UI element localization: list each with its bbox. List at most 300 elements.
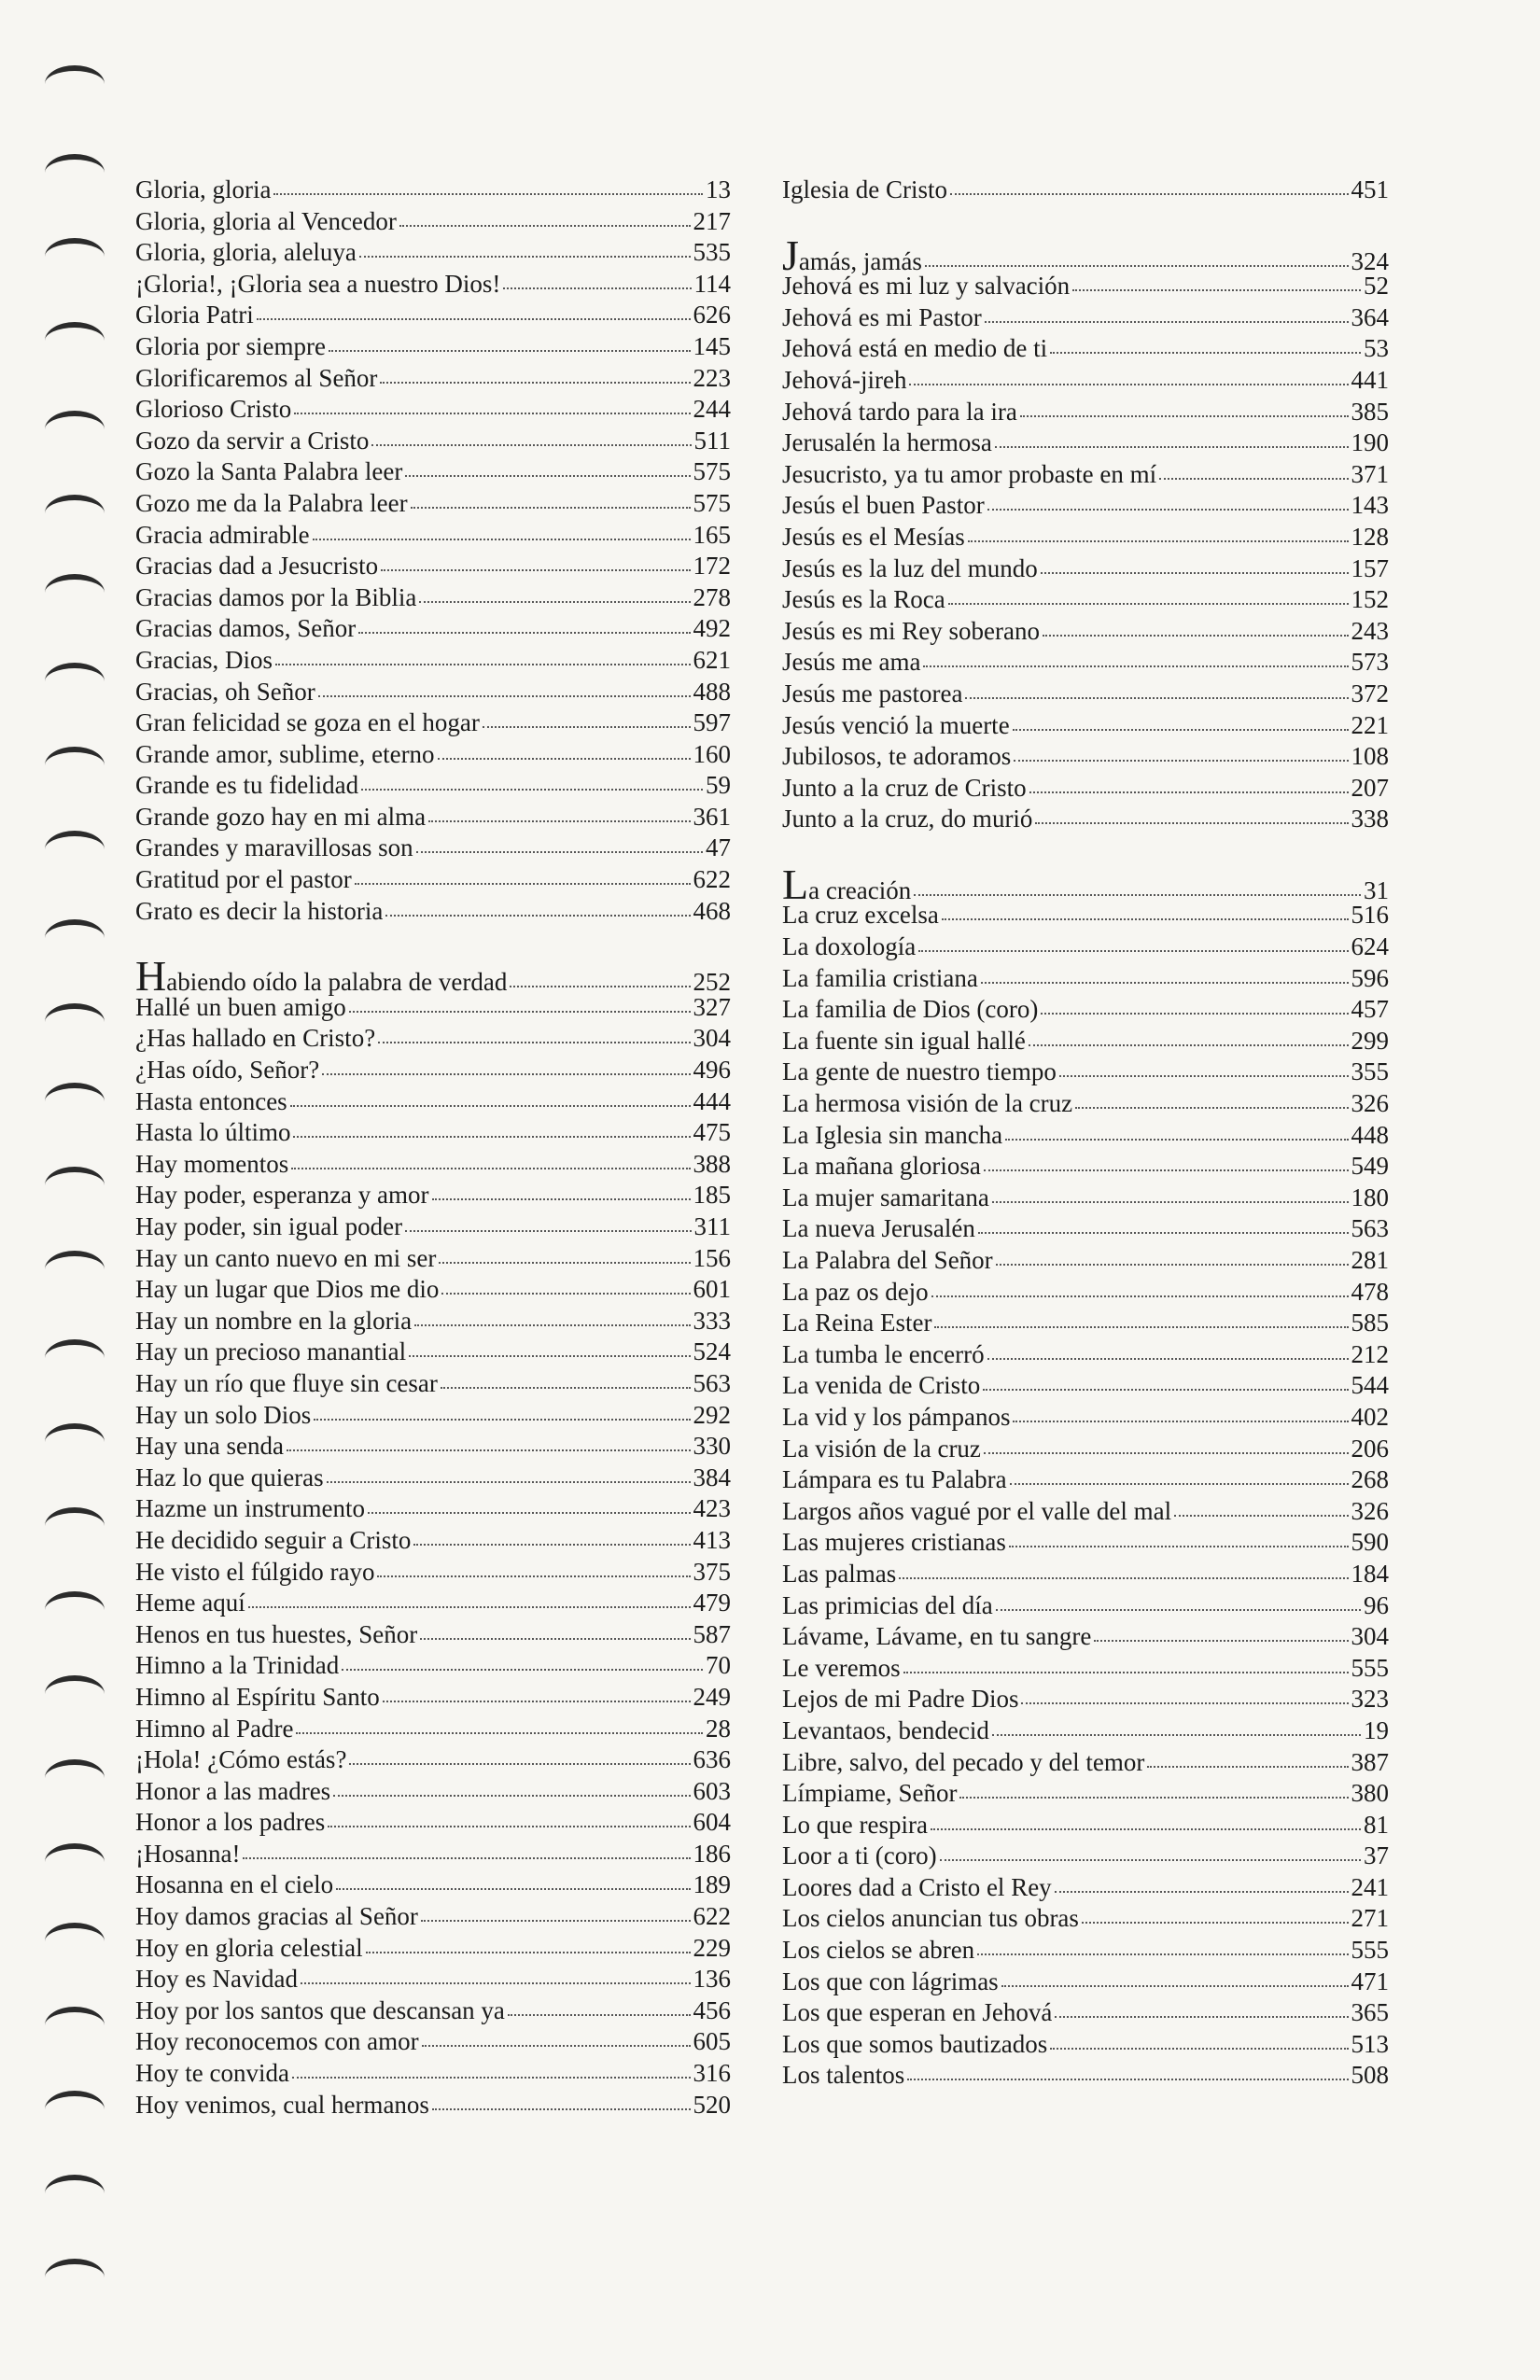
hymn-number: 53 — [1364, 334, 1389, 363]
hymn-number: 271 — [1351, 1904, 1389, 1933]
index-entry — [782, 1559, 1389, 1590]
hymn-number: 278 — [693, 582, 731, 611]
index-entry — [782, 1747, 1389, 1779]
index-entry — [782, 1841, 1389, 1872]
hymn-title: Lámpara es tu Palabra — [782, 1465, 1007, 1494]
hymn-title: Lejos de mi Padre Dios — [782, 1685, 1019, 1714]
index-entry — [135, 237, 731, 269]
binder-hole — [45, 1759, 105, 1797]
hymn-title: Hay un nombre en la gloria — [135, 1306, 413, 1335]
hymn-title: Gracias damos, Señor — [135, 614, 357, 643]
hymn-number: 544 — [1351, 1371, 1389, 1400]
hymn-number: 244 — [693, 395, 731, 424]
hymn-number: 249 — [693, 1682, 731, 1711]
hymn-title: Gracias, oh Señor — [135, 677, 315, 706]
index-entry — [782, 900, 1389, 931]
dot-leader — [314, 1418, 690, 1421]
index-entry — [782, 773, 1389, 805]
index-entry — [782, 1120, 1389, 1152]
index-entry — [782, 1026, 1389, 1057]
hymn-number: 136 — [693, 1965, 731, 1994]
binder-hole — [45, 2091, 105, 2128]
dot-leader — [368, 1511, 691, 1514]
hymn-number: 223 — [693, 363, 731, 392]
index-entry — [782, 1057, 1389, 1088]
dot-leader — [438, 757, 691, 760]
hymn-title: Gracias damos por la Biblia — [135, 582, 417, 611]
dot-leader — [981, 981, 1349, 984]
index-entry — [135, 1211, 731, 1243]
dot-leader — [1010, 1482, 1349, 1485]
binder-hole — [45, 154, 105, 191]
hymn-title: La Iglesia sin mancha — [782, 1120, 1003, 1149]
hymn-number: 37 — [1364, 1841, 1389, 1870]
hymn-number: 622 — [693, 865, 731, 894]
index-entry — [135, 739, 731, 771]
hymn-title: Jesús venció la muerte — [782, 710, 1010, 739]
hymn-title: Jehová-jireh — [782, 365, 907, 394]
hymn-number: 549 — [1351, 1152, 1389, 1181]
index-entry — [135, 2090, 731, 2121]
hymn-number: 365 — [1351, 1998, 1389, 2027]
binder-hole — [45, 2007, 105, 2044]
index-entry — [782, 616, 1389, 648]
hymn-number: 19 — [1364, 1715, 1389, 1744]
dot-leader — [342, 1668, 703, 1671]
hymn-title: La familia de Dios (coro) — [782, 995, 1039, 1024]
dot-leader — [422, 2044, 691, 2047]
hymn-title: Loor a ti (coro) — [782, 1841, 937, 1870]
binder-hole — [45, 238, 105, 275]
index-entry — [135, 1650, 731, 1682]
hymn-number: 52 — [1364, 272, 1389, 301]
hymn-title: Gracias, Dios — [135, 645, 273, 674]
hymn-number: 478 — [1351, 1277, 1389, 1306]
hymn-number: 563 — [693, 1368, 731, 1397]
index-entry — [782, 1434, 1389, 1465]
dot-leader — [1009, 1545, 1349, 1547]
hymn-number: 621 — [693, 645, 731, 674]
hymn-number: 371 — [1351, 459, 1389, 488]
hymn-title: Gran felicidad se goza en el hogar — [135, 708, 480, 737]
dot-leader — [959, 1796, 1348, 1799]
index-entry — [782, 1715, 1389, 1747]
dot-leader — [950, 192, 1349, 195]
index-entry — [135, 677, 731, 708]
index-entry — [782, 931, 1389, 963]
dot-leader — [399, 224, 691, 227]
hymn-title: Honor a los padres — [135, 1808, 326, 1837]
dot-leader — [942, 917, 1349, 920]
hymn-number: 587 — [693, 1619, 731, 1648]
index-entry — [782, 459, 1389, 491]
index-entry — [782, 2029, 1389, 2061]
hymn-title: La visión de la cruz — [782, 1434, 981, 1463]
hymn-title: Habiendo oído la palabra de verdad — [135, 952, 508, 1001]
dot-leader — [1059, 1074, 1349, 1077]
hymn-number: 180 — [1351, 1183, 1389, 1211]
index-entry — [782, 963, 1389, 995]
index-entry — [135, 1431, 731, 1463]
hymn-number: 28 — [706, 1714, 731, 1743]
dot-leader — [328, 1825, 690, 1827]
dot-leader — [1029, 1043, 1349, 1046]
index-entry — [782, 427, 1389, 459]
index-entry — [135, 456, 731, 488]
hymn-number: 513 — [1351, 2029, 1389, 2058]
index-entry — [782, 1402, 1389, 1434]
index-entry — [135, 269, 731, 301]
hymn-title: Jehová es mi Pastor — [782, 302, 982, 331]
index-entry — [135, 1839, 731, 1870]
dot-leader — [383, 1700, 691, 1702]
dot-leader — [992, 1200, 1349, 1203]
hymn-title: Hay poder, sin igual poder — [135, 1212, 403, 1240]
dot-leader — [984, 1451, 1349, 1454]
hymn-title: Lávame, Lávame, en tu sangre — [782, 1622, 1092, 1651]
dot-leader — [359, 255, 691, 258]
binder-hole — [45, 663, 105, 700]
index-entry — [135, 1869, 731, 1901]
hymn-number: 143 — [1351, 491, 1389, 520]
dot-leader — [983, 1388, 1348, 1391]
hymn-number: 492 — [693, 614, 731, 643]
hymn-number: 555 — [1351, 1936, 1389, 1965]
index-entry — [782, 1496, 1389, 1528]
hymn-number: 316 — [693, 2059, 731, 2088]
dot-leader — [1041, 1012, 1348, 1015]
hymn-title: Gozo da servir a Cristo — [135, 426, 370, 455]
binder-hole — [45, 1507, 105, 1545]
hymn-title: Hoy reconocemos con amor — [135, 2027, 419, 2056]
hymn-number: 413 — [693, 1525, 731, 1554]
dot-leader — [968, 539, 1349, 542]
dot-leader — [358, 631, 690, 634]
hymn-number: 372 — [1351, 679, 1389, 707]
hymn-number: 604 — [693, 1808, 731, 1837]
hymn-title: Las palmas — [782, 1559, 897, 1588]
binder-hole — [45, 495, 105, 532]
dot-leader — [931, 1827, 1361, 1830]
hymn-number: 281 — [1351, 1246, 1389, 1274]
hymn-number: 156 — [693, 1243, 731, 1272]
hymn-number: 323 — [1351, 1685, 1389, 1714]
index-section — [135, 175, 731, 927]
dot-leader — [1075, 1106, 1348, 1109]
index-entry — [782, 231, 1389, 279]
dot-leader — [419, 600, 690, 603]
hymn-number: 157 — [1351, 553, 1389, 582]
hymn-number: 172 — [693, 552, 731, 581]
hymn-number: 385 — [1351, 397, 1389, 426]
hymn-title: La doxología — [782, 932, 917, 961]
hymn-number: 563 — [1351, 1214, 1389, 1243]
hymn-title: La Reina Ester — [782, 1309, 932, 1337]
hymn-title: Loores dad a Cristo el Rey — [782, 1872, 1052, 1901]
hymn-number: 573 — [1351, 648, 1389, 677]
hymn-number: 212 — [1351, 1339, 1389, 1368]
index-entry — [135, 1744, 731, 1776]
dot-leader — [903, 1671, 1349, 1673]
hymn-number: 468 — [693, 896, 731, 925]
hymn-title: Las primicias del día — [782, 1590, 993, 1619]
hymn-title: La vid y los pámpanos — [782, 1402, 1011, 1431]
hymn-title: Hoy en gloria celestial — [135, 1933, 363, 1962]
hymn-title: Heme aquí — [135, 1589, 245, 1617]
hymn-number: 624 — [1351, 932, 1389, 961]
index-entry — [135, 2026, 731, 2058]
dot-leader — [292, 2076, 691, 2079]
index-entry — [782, 2060, 1389, 2092]
hymn-title: Hay un río que fluye sin cesar — [135, 1368, 438, 1397]
dot-leader — [421, 1919, 691, 1922]
index-entry — [782, 302, 1389, 334]
hymn-number: 423 — [693, 1494, 731, 1523]
hymn-title: La nueva Jerusalén — [782, 1214, 975, 1243]
hymn-title: Jesús es la luz del mundo — [782, 553, 1038, 582]
hymn-number: 338 — [1351, 805, 1389, 833]
binder-hole — [45, 747, 105, 784]
index-entry — [782, 1151, 1389, 1183]
index-entry — [782, 1339, 1389, 1371]
binder-hole — [45, 1675, 105, 1713]
hymn-title: Hasta lo último — [135, 1118, 291, 1147]
hymn-title: Grato es decir la historia — [135, 896, 384, 925]
index-entry — [135, 1933, 731, 1965]
index-section — [782, 231, 1389, 835]
hymn-number: 441 — [1351, 365, 1389, 394]
binder-hole — [45, 1167, 105, 1204]
hymn-title: Himno al Espíritu Santo — [135, 1682, 380, 1711]
dot-leader — [984, 1169, 1349, 1171]
dot-leader — [327, 1480, 691, 1483]
dot-leader — [1005, 1138, 1348, 1141]
hymn-title: Himno a la Trinidad — [135, 1651, 340, 1680]
binder-hole — [45, 411, 105, 448]
hymn-title: Jesús es mi Rey soberano — [782, 616, 1040, 645]
hymn-number: 128 — [1351, 522, 1389, 551]
hymn-title: He decidido seguir a Cristo — [135, 1525, 412, 1554]
dot-leader — [420, 1637, 690, 1640]
dot-leader — [931, 1295, 1349, 1297]
hymn-number: 520 — [693, 2090, 731, 2119]
dot-leader — [441, 1386, 691, 1389]
binder-hole — [45, 1251, 105, 1288]
hymn-title: La fuente sin igual hallé — [782, 1026, 1026, 1055]
dot-leader — [1094, 1639, 1348, 1642]
hymn-title: Jehová está en medio de ti — [782, 334, 1048, 363]
hymn-number: 145 — [693, 331, 731, 360]
hymn-number: 243 — [1351, 616, 1389, 645]
dot-leader — [301, 1981, 691, 1984]
dot-leader — [366, 1951, 691, 1953]
hymn-title: Jamás, jamás — [782, 231, 922, 279]
hymn-title: ¡Hosanna! — [135, 1839, 241, 1868]
hymn-number: 590 — [1351, 1528, 1389, 1557]
index-entry — [782, 397, 1389, 428]
hymn-number: 535 — [693, 238, 731, 267]
binder-hole — [45, 2259, 105, 2296]
hymn-number: 184 — [1351, 1559, 1389, 1588]
dot-leader — [275, 663, 691, 665]
dot-leader — [977, 1953, 1348, 1955]
dot-leader — [349, 1010, 691, 1013]
hymn-title: Hay un solo Dios — [135, 1400, 312, 1429]
index-section — [782, 860, 1389, 2092]
dot-leader — [290, 1104, 691, 1107]
hymn-number: 597 — [693, 708, 731, 737]
hymn-number: 555 — [1351, 1653, 1389, 1682]
index-entry — [135, 1368, 731, 1400]
dot-leader — [405, 474, 690, 477]
dot-leader — [510, 985, 690, 987]
dot-leader — [1041, 571, 1349, 574]
index-entry — [782, 647, 1389, 679]
dot-leader — [361, 788, 703, 791]
hymn-number: 13 — [706, 175, 731, 203]
binder-hole — [45, 1843, 105, 1881]
hymn-title: Hoy venimos, cual hermanos — [135, 2090, 429, 2119]
dot-leader — [432, 2107, 691, 2110]
index-entry — [782, 1245, 1389, 1277]
dot-leader — [899, 1576, 1348, 1579]
dot-leader — [1014, 759, 1348, 762]
hymn-number: 456 — [693, 1995, 731, 2024]
hymn-number: 488 — [693, 677, 731, 706]
hymn-title: La venida de Cristo — [782, 1371, 981, 1400]
hymn-title: Glorioso Cristo — [135, 395, 292, 424]
dot-leader — [1147, 1765, 1348, 1768]
index-entry — [782, 522, 1389, 553]
dot-leader — [1072, 288, 1361, 291]
hymn-number: 165 — [693, 520, 731, 549]
hymn-number: 402 — [1351, 1402, 1389, 1431]
hymn-title: Jesús me pastorea — [782, 679, 963, 707]
hymn-number: 622 — [693, 1902, 731, 1931]
hymn-title: Himno al Padre — [135, 1714, 294, 1743]
hymn-number: 268 — [1351, 1465, 1389, 1494]
hymn-title: Iglesia de Cristo — [782, 175, 947, 203]
hymn-title: La paz os dejo — [782, 1277, 929, 1306]
index-entry — [135, 1400, 731, 1432]
hymn-number: 160 — [693, 739, 731, 768]
index-entry — [782, 365, 1389, 397]
index-entry — [135, 1337, 731, 1368]
index-entry — [782, 860, 1389, 908]
hymn-title: Honor a las madres — [135, 1776, 331, 1805]
index-entry — [782, 1183, 1389, 1214]
dot-leader — [965, 696, 1348, 699]
index-entry — [782, 490, 1389, 522]
hymn-number: 388 — [693, 1149, 731, 1178]
index-entry — [135, 1463, 731, 1494]
hymn-title: Le veremos — [782, 1653, 901, 1682]
index-entry — [135, 1023, 731, 1055]
index-entry — [135, 833, 731, 864]
dot-leader — [992, 1733, 1361, 1736]
dot-leader — [439, 1261, 690, 1264]
hymn-number: 475 — [693, 1118, 731, 1147]
dot-leader — [907, 2078, 1348, 2080]
dot-leader — [1029, 791, 1349, 793]
hymn-title: La tumba le encerró — [782, 1339, 985, 1368]
index-entry — [782, 710, 1389, 742]
index-entry — [135, 1243, 731, 1275]
hymn-title: Henos en tus huestes, Señor — [135, 1619, 418, 1648]
index-entry — [782, 994, 1389, 1026]
dot-leader — [291, 1167, 690, 1169]
hymn-title: He visto el fúlgido rayo — [135, 1557, 375, 1586]
binder-hole — [45, 1591, 105, 1629]
index-entry — [135, 1714, 731, 1745]
binder-holes — [45, 0, 129, 2380]
index-entry — [135, 300, 731, 331]
hymn-title: Grande gozo hay en mi alma — [135, 802, 427, 831]
binder-hole — [45, 322, 105, 359]
hymn-title: La cruz excelsa — [782, 901, 939, 930]
index-entry — [135, 1682, 731, 1714]
hymn-number: 221 — [1351, 710, 1389, 739]
index-entry — [135, 582, 731, 614]
hymn-title: Jesús el buen Pastor — [782, 491, 985, 520]
index-entry — [135, 952, 731, 1001]
hymn-title: La gente de nuestro tiempo — [782, 1057, 1057, 1086]
index-entry — [135, 1180, 731, 1211]
dot-leader — [508, 2013, 691, 2016]
index-entry — [135, 802, 731, 833]
index-entry — [135, 520, 731, 552]
hymn-title: La Palabra del Señor — [782, 1246, 993, 1274]
hymn-title: Hay momentos — [135, 1149, 289, 1178]
hymn-number: 311 — [693, 1212, 731, 1240]
index-entry — [782, 1967, 1389, 1998]
hymn-number: 626 — [693, 301, 731, 329]
hymn-number: 206 — [1351, 1434, 1389, 1463]
dot-leader — [1043, 634, 1349, 637]
hymn-number: 190 — [1351, 428, 1389, 457]
hymn-number: 601 — [693, 1275, 731, 1304]
dot-leader — [1082, 1921, 1349, 1924]
hymn-title: Hallé un buen amigo — [135, 992, 346, 1021]
hymn-number: 114 — [693, 269, 731, 298]
dot-leader — [413, 1543, 690, 1546]
dot-leader — [503, 287, 691, 289]
dot-leader — [1050, 2047, 1348, 2050]
dot-leader — [918, 949, 1348, 952]
hymn-title: Hay poder, esperanza y amor — [135, 1181, 429, 1210]
dot-leader — [377, 1575, 690, 1577]
hymn-title: Jehová tardo para la ira — [782, 397, 1017, 426]
hymn-title: Límpiame, Señor — [782, 1779, 958, 1808]
dot-leader — [273, 192, 703, 195]
dot-leader — [405, 1229, 691, 1232]
index-entry — [135, 426, 731, 457]
hymn-title: Junto a la cruz de Cristo — [782, 773, 1027, 802]
dot-leader — [296, 1731, 703, 1734]
dot-leader — [1055, 1890, 1349, 1893]
hymn-title: Gloria Patri — [135, 301, 254, 329]
dot-leader — [322, 1072, 690, 1075]
hymn-title: Jesucristo, ya tu amor probaste en mí — [782, 459, 1157, 488]
binder-hole — [45, 919, 105, 957]
hymn-number: 384 — [693, 1463, 731, 1491]
dot-leader — [313, 538, 691, 540]
index-entry — [135, 488, 731, 520]
hymn-number: 333 — [693, 1306, 731, 1335]
index-entry — [135, 1274, 731, 1306]
hymn-number: 575 — [693, 488, 731, 517]
index-entry — [782, 1527, 1389, 1559]
